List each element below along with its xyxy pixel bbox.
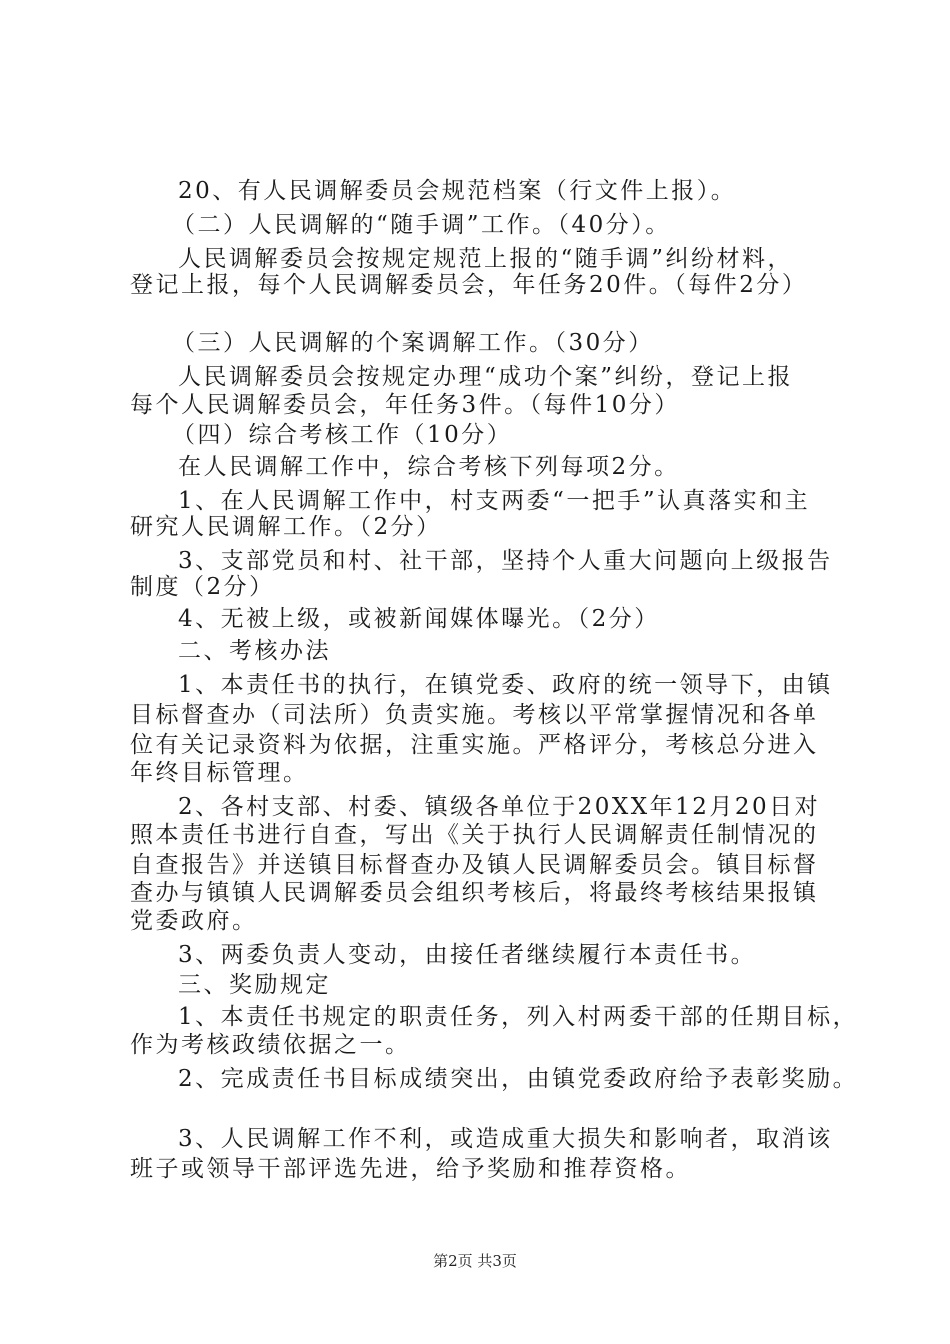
- text-line: 位有关记录资料为依据，注重实施。严格评分，考核总分进入: [130, 732, 819, 758]
- text-line: 3、支部党员和村、社干部，坚持个人重大问题向上级报告: [178, 548, 833, 574]
- text-line: 人民调解委员会按规定办理“成功个案”纠纷，登记上报: [178, 364, 794, 390]
- text-line: 20、有人民调解委员会规范档案（行文件上报）。: [178, 178, 737, 204]
- text-line: 班子或领导干部评选先进，给予奖励和推荐资格。: [130, 1156, 691, 1182]
- page-number-footer: 第2页 共3页: [433, 1252, 517, 1270]
- section-heading: 三、奖励规定: [178, 972, 331, 998]
- text-line: 查办与镇镇人民调解委员会组织考核后，将最终考核结果报镇: [130, 880, 819, 906]
- text-line: （二）人民调解的“随手调”工作。（40分）。: [172, 212, 671, 238]
- text-line: 党委政府。: [130, 908, 258, 934]
- section-heading: 二、考核办法: [178, 638, 331, 664]
- text-line: 作为考核政绩依据之一。: [130, 1032, 411, 1058]
- text-line: 人民调解委员会按规定规范上报的“随手调”纠纷材料，: [178, 246, 794, 272]
- text-line: 在人民调解工作中，综合考核下列每项2分。: [178, 454, 680, 480]
- text-line: 1、在人民调解工作中，村支两委“一把手”认真落实和主: [178, 488, 811, 514]
- text-line: 登记上报，每个人民调解委员会，年任务20件。（每件2分）: [130, 272, 808, 298]
- text-line: 年终目标管理。: [130, 760, 309, 786]
- text-line: 照本责任书进行自查，写出《关于执行人民调解责任制情况的: [130, 822, 819, 848]
- text-line: （三）人民调解的个案调解工作。（30分）: [172, 330, 654, 356]
- text-line: 3、人民调解工作不利，或造成重大损失和影响者，取消该: [178, 1126, 833, 1152]
- text-line: 目标督查办（司法所）负责实施。考核以平常掌握情况和各单: [130, 702, 819, 728]
- text-line: 3、两委负责人变动，由接任者继续履行本责任书。: [178, 942, 757, 968]
- text-line: （四）综合考核工作（10分）: [172, 422, 513, 448]
- text-line: 制度（2分）: [130, 574, 275, 600]
- text-line: 2、各村支部、村委、镇级各单位于20XX年12月20日对: [178, 794, 821, 820]
- text-line: 自查报告》并送镇目标督查办及镇人民调解委员会。镇目标督: [130, 852, 819, 878]
- text-line: 1、本责任书的执行，在镇党委、政府的统一领导下，由镇: [178, 672, 833, 698]
- text-line: 1、本责任书规定的职责任务，列入村两委干部的任期目标，: [178, 1004, 859, 1030]
- text-line: 研究人民调解工作。（2分）: [130, 514, 442, 540]
- text-line: 每个人民调解委员会，年任务3件。（每件10分）: [130, 392, 680, 418]
- text-line: 2、完成责任书目标成绩突出，由镇党委政府给予表彰奖励。: [178, 1066, 859, 1092]
- text-line: 4、无被上级，或被新闻媒体曝光。（2分）: [178, 606, 660, 632]
